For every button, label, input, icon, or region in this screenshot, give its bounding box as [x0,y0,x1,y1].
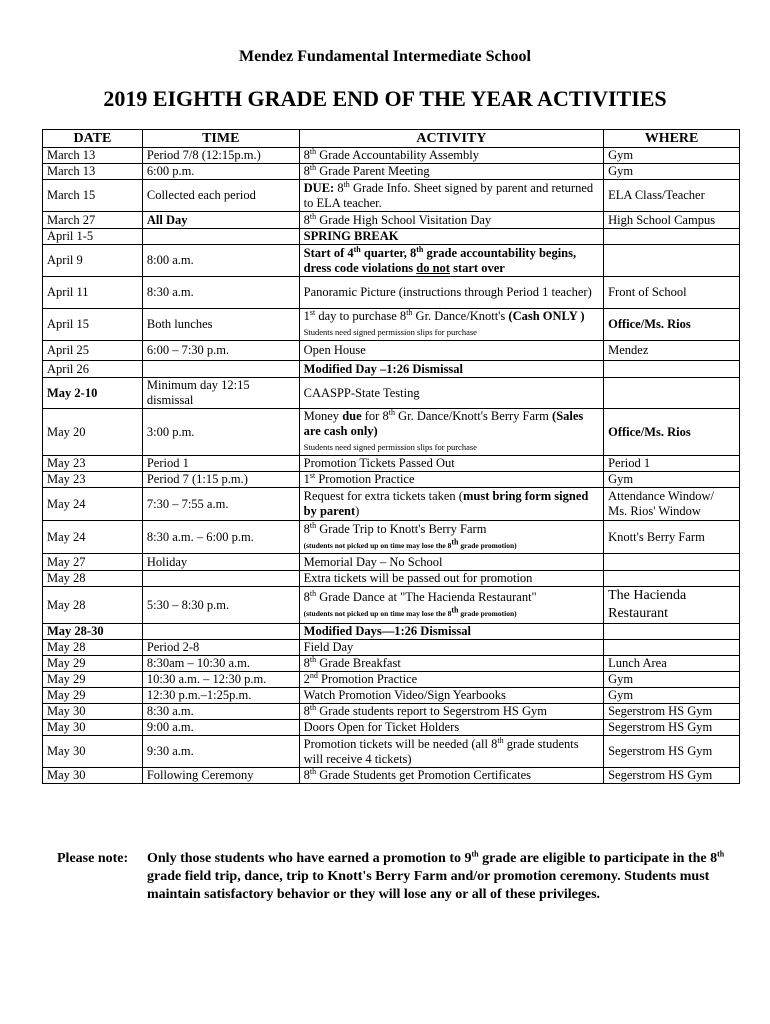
cell-time [142,624,299,640]
table-row [43,472,740,488]
cell-date: April 26 [43,361,143,378]
table-row [43,361,740,378]
cell-time: 8:30 a.m. [142,704,299,720]
cell-time: 6:00 – 7:30 p.m. [142,341,299,361]
cell-activity: Open House [299,341,603,361]
cell-activity: 8th Grade Accountability Assembly [299,148,603,164]
cell-where: Period 1 [604,456,740,472]
cell-activity: Modified Day –1:26 Dismissal [299,361,603,378]
cell-activity: 2nd Promotion Practice [299,672,603,688]
cell-time: 6:00 p.m. [142,164,299,180]
cell-where: Segerstrom HS Gym [604,720,740,736]
cell-activity: Extra tickets will be passed out for promotion [299,571,603,587]
cell-time: Period 2-8 [142,640,299,656]
cell-time [142,571,299,587]
table-row [43,736,740,768]
column-header-date: DATE [43,130,143,148]
cell-date: April 9 [43,245,143,277]
cell-date: April 25 [43,341,143,361]
cell-time: 9:00 a.m. [142,720,299,736]
cell-activity: Money due for 8th Gr. Dance/Knott's Berry Farm (Sales are cash only) Students need signed permission slips for purchase [299,409,603,456]
cell-time: 5:30 – 8:30 p.m. [142,587,299,624]
cell-where: Knott's Berry Farm [604,521,740,554]
cell-activity: Doors Open for Ticket Holders [299,720,603,736]
cell-activity: Modified Days—1:26 Dismissal [299,624,603,640]
cell-where: The Hacienda Restaurant [604,587,740,624]
cell-activity: 8th Grade students report to Segerstrom HS Gym [299,704,603,720]
cell-activity: DUE: 8th Grade Info. Sheet signed by parent and returned to ELA teacher. [299,180,603,212]
cell-activity: Watch Promotion Video/Sign Yearbooks [299,688,603,704]
cell-date: May 23 [43,472,143,488]
table-row [43,309,740,341]
cell-where: Front of School [604,277,740,309]
column-header-where: WHERE [604,130,740,148]
cell-date: May 2-10 [43,378,143,409]
cell-date: May 28 [43,587,143,624]
cell-date: May 30 [43,704,143,720]
cell-time: 10:30 a.m. – 12:30 p.m. [142,672,299,688]
table-row [43,587,740,624]
cell-where: Gym [604,672,740,688]
cell-time: Holiday [142,554,299,571]
table-row [43,164,740,180]
column-header-activity: ACTIVITY [299,130,603,148]
cell-where: Mendez [604,341,740,361]
cell-time: 12:30 p.m.–1:25p.m. [142,688,299,704]
cell-activity: 8th Grade Students get Promotion Certificates [299,768,603,784]
cell-activity: 8th Grade Dance at "The Hacienda Restaurant" (students not picked up on time may lose the 8th grade promotion) [299,587,603,624]
table-row [43,624,740,640]
cell-activity: Request for extra tickets taken (must bring form signed by parent) [299,488,603,521]
cell-time: All Day [142,212,299,229]
cell-time: 8:30 a.m. – 6:00 p.m. [142,521,299,554]
cell-activity: 8th Grade High School Visitation Day [299,212,603,229]
cell-date: May 29 [43,656,143,672]
cell-where: Gym [604,472,740,488]
cell-activity: 8th Grade Parent Meeting [299,164,603,180]
cell-date: May 30 [43,768,143,784]
cell-where: Lunch Area [604,656,740,672]
cell-date: May 28 [43,640,143,656]
cell-activity: Field Day [299,640,603,656]
cell-time: 8:30am – 10:30 a.m. [142,656,299,672]
cell-date: May 28-30 [43,624,143,640]
cell-date: May 23 [43,456,143,472]
cell-where: Gym [604,688,740,704]
cell-where: Segerstrom HS Gym [604,704,740,720]
cell-time: Collected each period [142,180,299,212]
table-row [43,704,740,720]
table-row [43,521,740,554]
table-row [43,688,740,704]
cell-activity: SPRING BREAK [299,229,603,245]
cell-date: May 29 [43,672,143,688]
cell-where: Segerstrom HS Gym [604,736,740,768]
cell-activity: Promotion tickets will be needed (all 8th grade students will receive 4 tickets) [299,736,603,768]
cell-where: Segerstrom HS Gym [604,768,740,784]
cell-where: ELA Class/Teacher [604,180,740,212]
cell-activity: Promotion Tickets Passed Out [299,456,603,472]
table-row [43,180,740,212]
cell-time: Following Ceremony [142,768,299,784]
cell-date: March 15 [43,180,143,212]
table-row [43,488,740,521]
cell-where [604,245,740,277]
cell-where: Office/Ms. Rios [604,309,740,341]
table-row [43,378,740,409]
cell-date: May 24 [43,488,143,521]
cell-time: Both lunches [142,309,299,341]
table-row [43,656,740,672]
cell-activity: 1st day to purchase 8th Gr. Dance/Knott's (Cash ONLY ) Students need signed permission slips for purchase [299,309,603,341]
table-row [43,212,740,229]
note-label: Please note: [57,851,129,866]
cell-date: April 15 [43,309,143,341]
table-row [43,229,740,245]
cell-time: 8:30 a.m. [142,277,299,309]
cell-where [604,554,740,571]
column-header-time: TIME [142,130,299,148]
cell-time: Period 1 [142,456,299,472]
cell-date: March 27 [43,212,143,229]
cell-time: Period 7/8 (12:15p.m.) [142,148,299,164]
table-row [43,768,740,784]
cell-where: High School Campus [604,212,740,229]
cell-time: 3:00 p.m. [142,409,299,456]
cell-where [604,571,740,587]
cell-activity: 1st Promotion Practice [299,472,603,488]
table-row [43,571,740,587]
cell-activity: 8th Grade Breakfast [299,656,603,672]
cell-date: May 29 [43,688,143,704]
table-row [43,456,740,472]
cell-time [142,361,299,378]
cell-date: May 30 [43,720,143,736]
table-row [43,640,740,656]
page-title: 2019 EIGHTH GRADE END OF THE YEAR ACTIVITIES [103,86,667,111]
cell-date: May 30 [43,736,143,768]
cell-time: 9:30 a.m. [142,736,299,768]
table-row [43,554,740,571]
cell-date: May 20 [43,409,143,456]
table-row [43,409,740,456]
cell-activity: Panoramic Picture (instructions through Period 1 teacher) [299,277,603,309]
cell-where [604,229,740,245]
cell-date: March 13 [43,148,143,164]
cell-where [604,378,740,409]
cell-date: April 1-5 [43,229,143,245]
cell-where [604,640,740,656]
table-row [43,720,740,736]
cell-activity: CAASPP-State Testing [299,378,603,409]
cell-date: April 11 [43,277,143,309]
cell-activity: Start of 4th quarter, 8th grade accountability begins, dress code violations do not start over [299,245,603,277]
cell-time: Period 7 (1:15 p.m.) [142,472,299,488]
cell-where: Gym [604,164,740,180]
cell-where: Gym [604,148,740,164]
cell-where [604,624,740,640]
cell-activity: Memorial Day – No School [299,554,603,571]
table-header-row [43,130,740,148]
cell-activity: 8th Grade Trip to Knott's Berry Farm (students not picked up on time may lose the 8th grade promotion) [299,521,603,554]
schedule-table [42,129,740,784]
cell-where [604,361,740,378]
cell-time: Minimum day 12:15 dismissal [142,378,299,409]
cell-date: May 27 [43,554,143,571]
cell-where: Attendance Window/ Ms. Rios' Window [604,488,740,521]
table-row [43,672,740,688]
cell-time: 8:00 a.m. [142,245,299,277]
cell-date: March 13 [43,164,143,180]
cell-time: 7:30 – 7:55 a.m. [142,488,299,521]
table-row [43,148,740,164]
school-name: Mendez Fundamental Intermediate School [239,48,531,65]
cell-time [142,229,299,245]
cell-where: Office/Ms. Rios [604,409,740,456]
table-row [43,341,740,361]
schedule-body [43,148,740,784]
cell-date: May 28 [43,571,143,587]
cell-date: May 24 [43,521,143,554]
table-row [43,245,740,277]
note-text: Only those students who have earned a promotion to 9th grade are eligible to participate in the 8th grade field trip, dance, trip to Knott's Berry Farm and/or promotion ceremony. Students must maintain satisfactory behavior or they will lose any or all of these privileges. [147,849,725,902]
table-row [43,277,740,309]
